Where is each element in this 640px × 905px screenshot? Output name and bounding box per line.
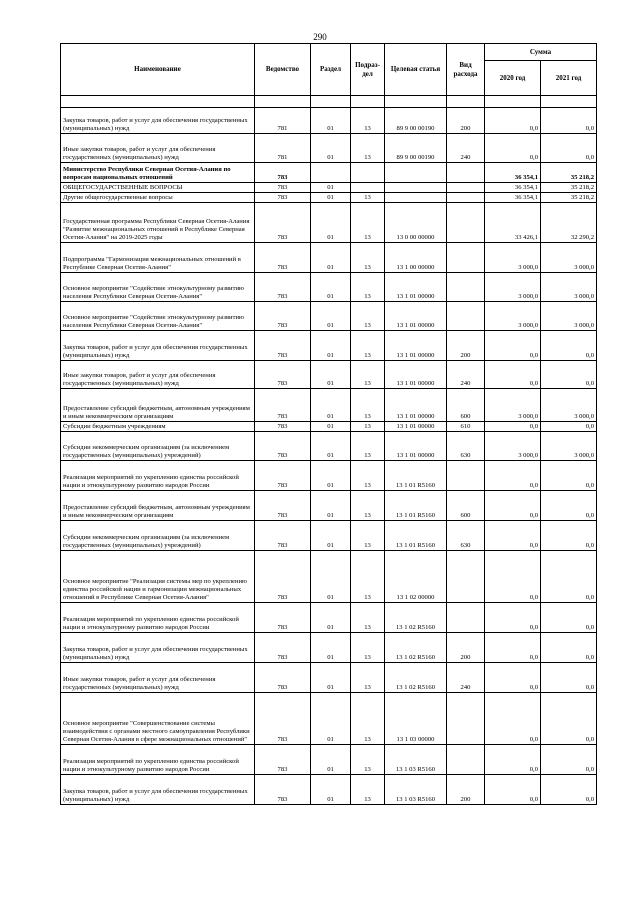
table-row — [61, 302, 597, 331]
cell-2020: 0,0 — [485, 134, 541, 163]
cell-name: Закупка товаров, работ и услуг для обеспечения государственных (муниципальных) нужд — [61, 108, 255, 134]
cell-name: Закупка товаров, работ и услуг для обеспечения государственных (муниципальных) нужд — [61, 633, 255, 663]
cell-subsection: 13 — [351, 331, 385, 361]
cell-subsection: 13 — [351, 603, 385, 633]
cell-target: 89 9 00 00190 — [385, 134, 447, 163]
cell-section: 01 — [311, 432, 351, 461]
cell-subsection: 13 — [351, 302, 385, 331]
cell-target: 13 1 03 R5160 — [385, 745, 447, 775]
cell-subsection: 13 — [351, 108, 385, 134]
cell-dept: 783 — [255, 521, 311, 551]
cell-section: 01 — [311, 633, 351, 663]
cell-target: 89 9 00 00190 — [385, 108, 447, 134]
cell-subsection: 13 — [351, 775, 385, 805]
table-row — [61, 361, 597, 389]
table-row — [61, 389, 597, 422]
table-row — [61, 273, 597, 302]
table-row — [61, 422, 597, 432]
cell-section: 01 — [311, 273, 351, 302]
table-row — [61, 108, 597, 134]
cell-exp-type: 630 — [447, 432, 485, 461]
table-row — [61, 491, 597, 521]
cell-dept: 783 — [255, 193, 311, 203]
cell-2020: 33 426,1 — [485, 203, 541, 243]
cell-subsection — [351, 183, 385, 193]
cell-subsection: 13 — [351, 422, 385, 432]
cell-subsection: 13 — [351, 389, 385, 422]
cell-target: 13 1 01 00000 — [385, 389, 447, 422]
table-row — [61, 775, 597, 805]
cell-section: 01 — [311, 243, 351, 273]
cell-section — [311, 163, 351, 183]
header-dept: Ведомство — [255, 44, 311, 96]
cell-2020: 0,0 — [485, 491, 541, 521]
cell-exp-type — [447, 551, 485, 603]
cell-dept: 781 — [255, 134, 311, 163]
cell-section: 01 — [311, 302, 351, 331]
cell-2020: 36 354,1 — [485, 193, 541, 203]
table-row — [61, 693, 597, 745]
cell-2021: 3 000,0 — [541, 273, 597, 302]
table-row — [61, 603, 597, 633]
cell-name: Закупка товаров, работ и услуг для обеспечения государственных (муниципальных) нужд — [61, 331, 255, 361]
header-sum: Сумма — [485, 44, 597, 61]
cell-2021: 3 000,0 — [541, 302, 597, 331]
cell-2020: 0,0 — [485, 422, 541, 432]
cell-dept: 783 — [255, 361, 311, 389]
cell-target: 13 1 02 R5160 — [385, 633, 447, 663]
cell-name: Подпрограмма "Гармонизация межнациональных отношений в Республике Северная Осетия-Алания" — [61, 243, 255, 273]
cell-subsection: 13 — [351, 461, 385, 491]
cell-dept: 783 — [255, 775, 311, 805]
cell-dept: 783 — [255, 203, 311, 243]
cell-exp-type: 200 — [447, 775, 485, 805]
cell-section: 01 — [311, 361, 351, 389]
cell-subsection: 13 — [351, 745, 385, 775]
cell-exp-type: 600 — [447, 389, 485, 422]
cell-dept: 783 — [255, 491, 311, 521]
cell-exp-type — [447, 273, 485, 302]
cell-name: Реализация мероприятий по укреплению единства российской нации и этнокультурному развитию народов России — [61, 461, 255, 491]
table-row — [61, 243, 597, 273]
cell-2021: 0,0 — [541, 331, 597, 361]
header-2021: 2021 год — [541, 61, 597, 96]
table-row — [61, 663, 597, 693]
cell-2020: 3 000,0 — [485, 302, 541, 331]
cell-2020: 0,0 — [485, 461, 541, 491]
cell-target: 13 0 00 00000 — [385, 203, 447, 243]
cell-subsection: 13 — [351, 134, 385, 163]
table-row — [61, 163, 597, 183]
cell-subsection: 13 — [351, 663, 385, 693]
cell-exp-type: 200 — [447, 108, 485, 134]
header-section: Раздел — [311, 44, 351, 96]
cell-dept: 783 — [255, 432, 311, 461]
cell-exp-type: 600 — [447, 491, 485, 521]
cell-2021: 0,0 — [541, 775, 597, 805]
cell-2021: 0,0 — [541, 422, 597, 432]
cell-section: 01 — [311, 551, 351, 603]
cell-2020: 0,0 — [485, 361, 541, 389]
cell-dept: 783 — [255, 551, 311, 603]
cell-section: 01 — [311, 663, 351, 693]
cell-subsection: 13 — [351, 551, 385, 603]
cell-2020: 0,0 — [485, 745, 541, 775]
cell-2021: 35 218,2 — [541, 183, 597, 193]
cell-2021: 0,0 — [541, 693, 597, 745]
table-row — [61, 134, 597, 163]
cell-target: 13 1 01 00000 — [385, 361, 447, 389]
cell-subsection: 13 — [351, 491, 385, 521]
cell-2021: 0,0 — [541, 361, 597, 389]
cell-exp-type — [447, 693, 485, 745]
cell-dept: 783 — [255, 183, 311, 193]
header-name: Наименование — [61, 44, 255, 96]
cell-target: 13 1 01 R5160 — [385, 491, 447, 521]
cell-2020: 36 354,1 — [485, 163, 541, 183]
cell-name: Предоставление субсидий бюджетным, автономным учреждениям и иным некоммерческим организациям — [61, 389, 255, 422]
cell-2021: 0,0 — [541, 745, 597, 775]
cell-2020: 0,0 — [485, 775, 541, 805]
cell-subsection: 13 — [351, 243, 385, 273]
cell-target: 13 1 01 00000 — [385, 273, 447, 302]
cell-subsection: 13 — [351, 203, 385, 243]
header-target: Целевая статья — [385, 44, 447, 96]
cell-name: Иные закупки товаров, работ и услуг для обеспечения государственных (муниципальных) нужд — [61, 663, 255, 693]
cell-name: Субсидии некоммерческим организациям (за исключением государственных (муниципальных) учреждений) — [61, 521, 255, 551]
cell-dept: 783 — [255, 422, 311, 432]
cell-section: 01 — [311, 183, 351, 193]
cell-exp-type: 240 — [447, 134, 485, 163]
cell-exp-type: 240 — [447, 663, 485, 693]
cell-target: 13 1 03 00000 — [385, 693, 447, 745]
cell-2021: 0,0 — [541, 633, 597, 663]
cell-2021: 0,0 — [541, 461, 597, 491]
cell-target — [385, 163, 447, 183]
cell-name: Реализация мероприятий по укреплению единства российской нации и этнокультурному развитию народов России — [61, 745, 255, 775]
cell-name: Предоставление субсидий бюджетным, автономным учреждениям и иным некоммерческим организациям — [61, 491, 255, 521]
cell-2021: 0,0 — [541, 108, 597, 134]
cell-2021: 3 000,0 — [541, 389, 597, 422]
cell-subsection: 13 — [351, 432, 385, 461]
table-row — [61, 461, 597, 491]
cell-subsection: 13 — [351, 193, 385, 203]
cell-exp-type — [447, 461, 485, 491]
cell-2021: 0,0 — [541, 603, 597, 633]
cell-dept: 783 — [255, 693, 311, 745]
cell-dept: 783 — [255, 163, 311, 183]
cell-exp-type: 610 — [447, 422, 485, 432]
cell-exp-type — [447, 203, 485, 243]
cell-target — [385, 183, 447, 193]
cell-name: Министерство Республики Северная Осетия-Алания по вопросам национальных отношений — [61, 163, 255, 183]
cell-section: 01 — [311, 521, 351, 551]
cell-exp-type — [447, 603, 485, 633]
cell-name: Закупка товаров, работ и услуг для обеспечения государственных (муниципальных) нужд — [61, 775, 255, 805]
cell-target: 13 1 00 00000 — [385, 243, 447, 273]
cell-section: 01 — [311, 331, 351, 361]
cell-name: Основное мероприятие "Совершенствование системы взаимодействия с органами местного самоуправления Республики Северная Осетия-Алания в сфере межнациональных отношений" — [61, 693, 255, 745]
spacer-row — [61, 96, 597, 108]
header-2020: 2020 год — [485, 61, 541, 96]
cell-2021: 3 000,0 — [541, 432, 597, 461]
cell-exp-type: 200 — [447, 331, 485, 361]
cell-target: 13 1 01 R5160 — [385, 461, 447, 491]
table-row — [61, 432, 597, 461]
cell-2021: 0,0 — [541, 134, 597, 163]
cell-2020: 3 000,0 — [485, 273, 541, 302]
cell-dept: 783 — [255, 331, 311, 361]
cell-section: 01 — [311, 775, 351, 805]
cell-dept: 783 — [255, 302, 311, 331]
table-row — [61, 331, 597, 361]
cell-2021: 35 218,2 — [541, 193, 597, 203]
cell-name: ОБЩЕГОСУДАРСТВЕННЫЕ ВОПРОСЫ — [61, 183, 255, 193]
cell-name: Иные закупки товаров, работ и услуг для обеспечения государственных (муниципальных) нужд — [61, 361, 255, 389]
cell-2020: 3 000,0 — [485, 389, 541, 422]
cell-name: Государственная программа Республики Северная Осетия-Алания "Развитие межнациональных отношений в Республике Северная Осетия-Алания" на 2019-2025 годы — [61, 203, 255, 243]
cell-dept: 783 — [255, 663, 311, 693]
table-row — [61, 183, 597, 193]
cell-name: Субсидии бюджетным учреждениям — [61, 422, 255, 432]
cell-2020: 0,0 — [485, 551, 541, 603]
cell-section: 01 — [311, 203, 351, 243]
cell-section: 01 — [311, 389, 351, 422]
cell-target: 13 1 01 00000 — [385, 422, 447, 432]
cell-exp-type: 240 — [447, 361, 485, 389]
cell-2020: 36 354,1 — [485, 183, 541, 193]
cell-dept: 783 — [255, 603, 311, 633]
cell-dept: 783 — [255, 389, 311, 422]
cell-section: 01 — [311, 422, 351, 432]
cell-2020: 0,0 — [485, 521, 541, 551]
cell-exp-type — [447, 302, 485, 331]
table-row — [61, 521, 597, 551]
cell-name: Основное мероприятие "Содействие этнокультурному развитию населения Республики Северная Осетия-Алания" — [61, 273, 255, 302]
budget-table — [60, 43, 597, 805]
cell-target: 13 1 01 R5160 — [385, 521, 447, 551]
cell-subsection: 13 — [351, 361, 385, 389]
cell-2021: 3 000,0 — [541, 243, 597, 273]
cell-exp-type — [447, 193, 485, 203]
cell-exp-type: 200 — [447, 633, 485, 663]
cell-name: Субсидии некоммерческим организациям (за исключением государственных (муниципальных) учреждений) — [61, 432, 255, 461]
cell-target: 13 1 01 00000 — [385, 302, 447, 331]
cell-target: 13 1 02 00000 — [385, 551, 447, 603]
cell-2021: 0,0 — [541, 491, 597, 521]
cell-section: 01 — [311, 461, 351, 491]
cell-section: 01 — [311, 603, 351, 633]
cell-target: 13 1 01 00000 — [385, 331, 447, 361]
cell-2020: 3 000,0 — [485, 243, 541, 273]
cell-target: 13 1 02 R5160 — [385, 603, 447, 633]
header-subsection: Подраз-дел — [351, 44, 385, 96]
table-body — [61, 96, 597, 805]
header-exp-type: Вид расхода — [447, 44, 485, 96]
cell-section: 01 — [311, 134, 351, 163]
cell-2021: 35 218,2 — [541, 163, 597, 183]
cell-2021: 0,0 — [541, 521, 597, 551]
cell-subsection — [351, 163, 385, 183]
cell-section: 01 — [311, 108, 351, 134]
cell-2021: 0,0 — [541, 551, 597, 603]
cell-exp-type — [447, 745, 485, 775]
cell-2020: 0,0 — [485, 603, 541, 633]
cell-target: 13 1 01 00000 — [385, 432, 447, 461]
cell-target: 13 1 03 R5160 — [385, 775, 447, 805]
table-row — [61, 745, 597, 775]
cell-section: 01 — [311, 745, 351, 775]
cell-dept: 783 — [255, 243, 311, 273]
cell-exp-type — [447, 163, 485, 183]
cell-section: 01 — [311, 491, 351, 521]
cell-dept: 783 — [255, 273, 311, 302]
cell-section: 01 — [311, 693, 351, 745]
cell-2020: 0,0 — [485, 108, 541, 134]
cell-2020: 0,0 — [485, 331, 541, 361]
cell-exp-type: 630 — [447, 521, 485, 551]
cell-section: 01 — [311, 193, 351, 203]
cell-subsection: 13 — [351, 693, 385, 745]
cell-dept: 781 — [255, 108, 311, 134]
cell-2021: 0,0 — [541, 663, 597, 693]
cell-dept: 783 — [255, 633, 311, 663]
cell-exp-type — [447, 183, 485, 193]
table-row — [61, 203, 597, 243]
table-row — [61, 633, 597, 663]
cell-subsection: 13 — [351, 633, 385, 663]
table-row — [61, 193, 597, 203]
cell-subsection: 13 — [351, 273, 385, 302]
cell-dept: 783 — [255, 461, 311, 491]
cell-2021: 32 290,2 — [541, 203, 597, 243]
cell-name: Основное мероприятие "Содействие этнокультурному развитию населения Республики Северная Осетия-Алания" — [61, 302, 255, 331]
cell-2020: 0,0 — [485, 633, 541, 663]
cell-exp-type — [447, 243, 485, 273]
cell-name: Другие общегосударственные вопросы — [61, 193, 255, 203]
cell-dept: 783 — [255, 745, 311, 775]
cell-name: Иные закупки товаров, работ и услуг для обеспечения государственных (муниципальных) нужд — [61, 134, 255, 163]
table-row — [61, 551, 597, 603]
page-number: 290 — [313, 32, 327, 42]
cell-2020: 0,0 — [485, 693, 541, 745]
cell-2020: 0,0 — [485, 663, 541, 693]
cell-subsection: 13 — [351, 521, 385, 551]
cell-2020: 3 000,0 — [485, 432, 541, 461]
cell-target: 13 1 02 R5160 — [385, 663, 447, 693]
cell-name: Основное мероприятие "Реализация системы мер по укреплению единства российской нации и гармонизации межнациональных отношений в Республике Северная Осетия-Алания" — [61, 551, 255, 603]
cell-target — [385, 193, 447, 203]
cell-name: Реализация мероприятий по укреплению единства российской нации и этнокультурному развитию народов России — [61, 603, 255, 633]
